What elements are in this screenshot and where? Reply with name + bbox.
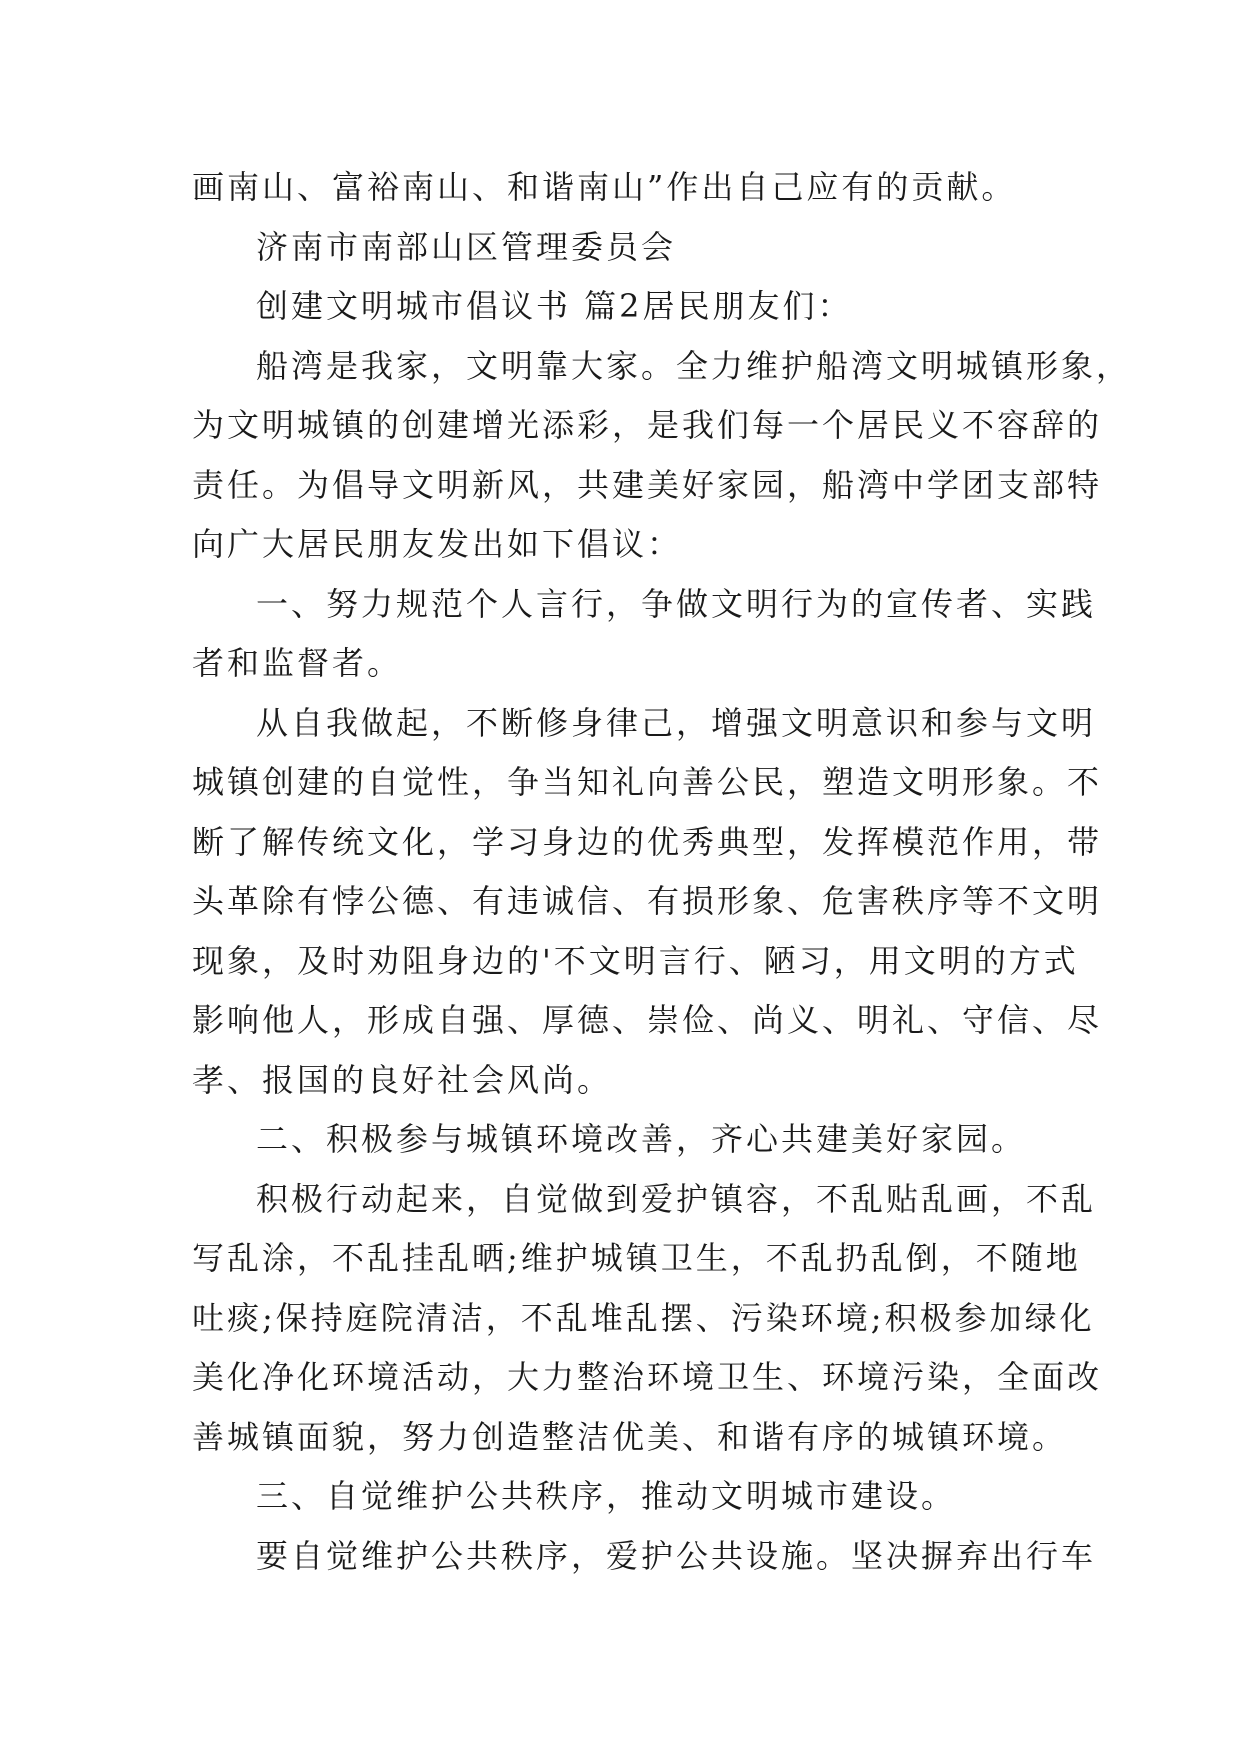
text-line: 孝、报国的良好社会风尚。 xyxy=(192,1060,613,1099)
text-line: 二、积极参与城镇环境改善，齐心共建美好家园。 xyxy=(256,1120,1027,1158)
text-line: 从自我做起，不断修身律己，增强文明意识和参与文明 xyxy=(256,703,1097,742)
text-line: 城镇创建的自觉性，争当知礼向善公民，塑造文明形象。不 xyxy=(192,763,1103,801)
text-line: 济南市南部山区管理委员会 xyxy=(256,227,677,266)
text-line: 船湾是我家，文明靠大家。全力维护船湾文明城镇形象， xyxy=(256,346,1132,385)
text-line: 吐痰;保持庭院清洁，不乱堆乱摆、污染环境;积极参加绿化 xyxy=(192,1298,1095,1337)
text-line: 者和监督者。 xyxy=(192,644,403,682)
text-line: 向广大居民朋友发出如下倡议： xyxy=(192,525,683,563)
document-body xyxy=(192,158,1132,1586)
text-line: 为文明城镇的创建增光添彩，是我们每一个居民义不容辞的 xyxy=(192,406,1103,444)
text-line: 现象，及时劝阻身边的'不文明言行、陋习，用文明的方式 xyxy=(192,941,1079,980)
text-line: 画南山、富裕南山、和谐南山”作出自己应有的贡献。 xyxy=(192,168,1017,206)
text-line: 善城镇面貌，努力创造整洁优美、和谐有序的城镇环境。 xyxy=(192,1417,1068,1456)
text-line: 创建文明城市倡议书 篇2居民朋友们： xyxy=(256,287,853,325)
text-line: 积极行动起来，自觉做到爱护镇容，不乱贴乱画，不乱 xyxy=(256,1179,1097,1218)
text-line: 头革除有悖公德、有违诚信、有损形象、危害秩序等不文明 xyxy=(192,882,1103,920)
text-line: 影响他人，形成自强、厚德、崇俭、尚义、明礼、守信、尽 xyxy=(192,1001,1103,1039)
text-line: 美化净化环境活动，大力整治环境卫生、环境污染，全面改 xyxy=(192,1358,1103,1396)
text-line: 三、自觉维护公共秩序，推动文明城市建设。 xyxy=(256,1477,957,1515)
text-line: 断了解传统文化，学习身边的优秀典型，发挥模范作用，带 xyxy=(192,822,1103,861)
text-line: 责任。为倡导文明新风，共建美好家园，船湾中学团支部特 xyxy=(192,465,1103,504)
text-line: 一、努力规范个人言行，争做文明行为的宣传者、实践 xyxy=(256,584,1097,623)
text-line: 写乱涂，不乱挂乱晒;维护城镇卫生，不乱扔乱倒，不随地 xyxy=(192,1239,1081,1277)
text-line: 要自觉维护公共秩序，爱护公共设施。坚决摒弃出行车 xyxy=(256,1536,1097,1575)
